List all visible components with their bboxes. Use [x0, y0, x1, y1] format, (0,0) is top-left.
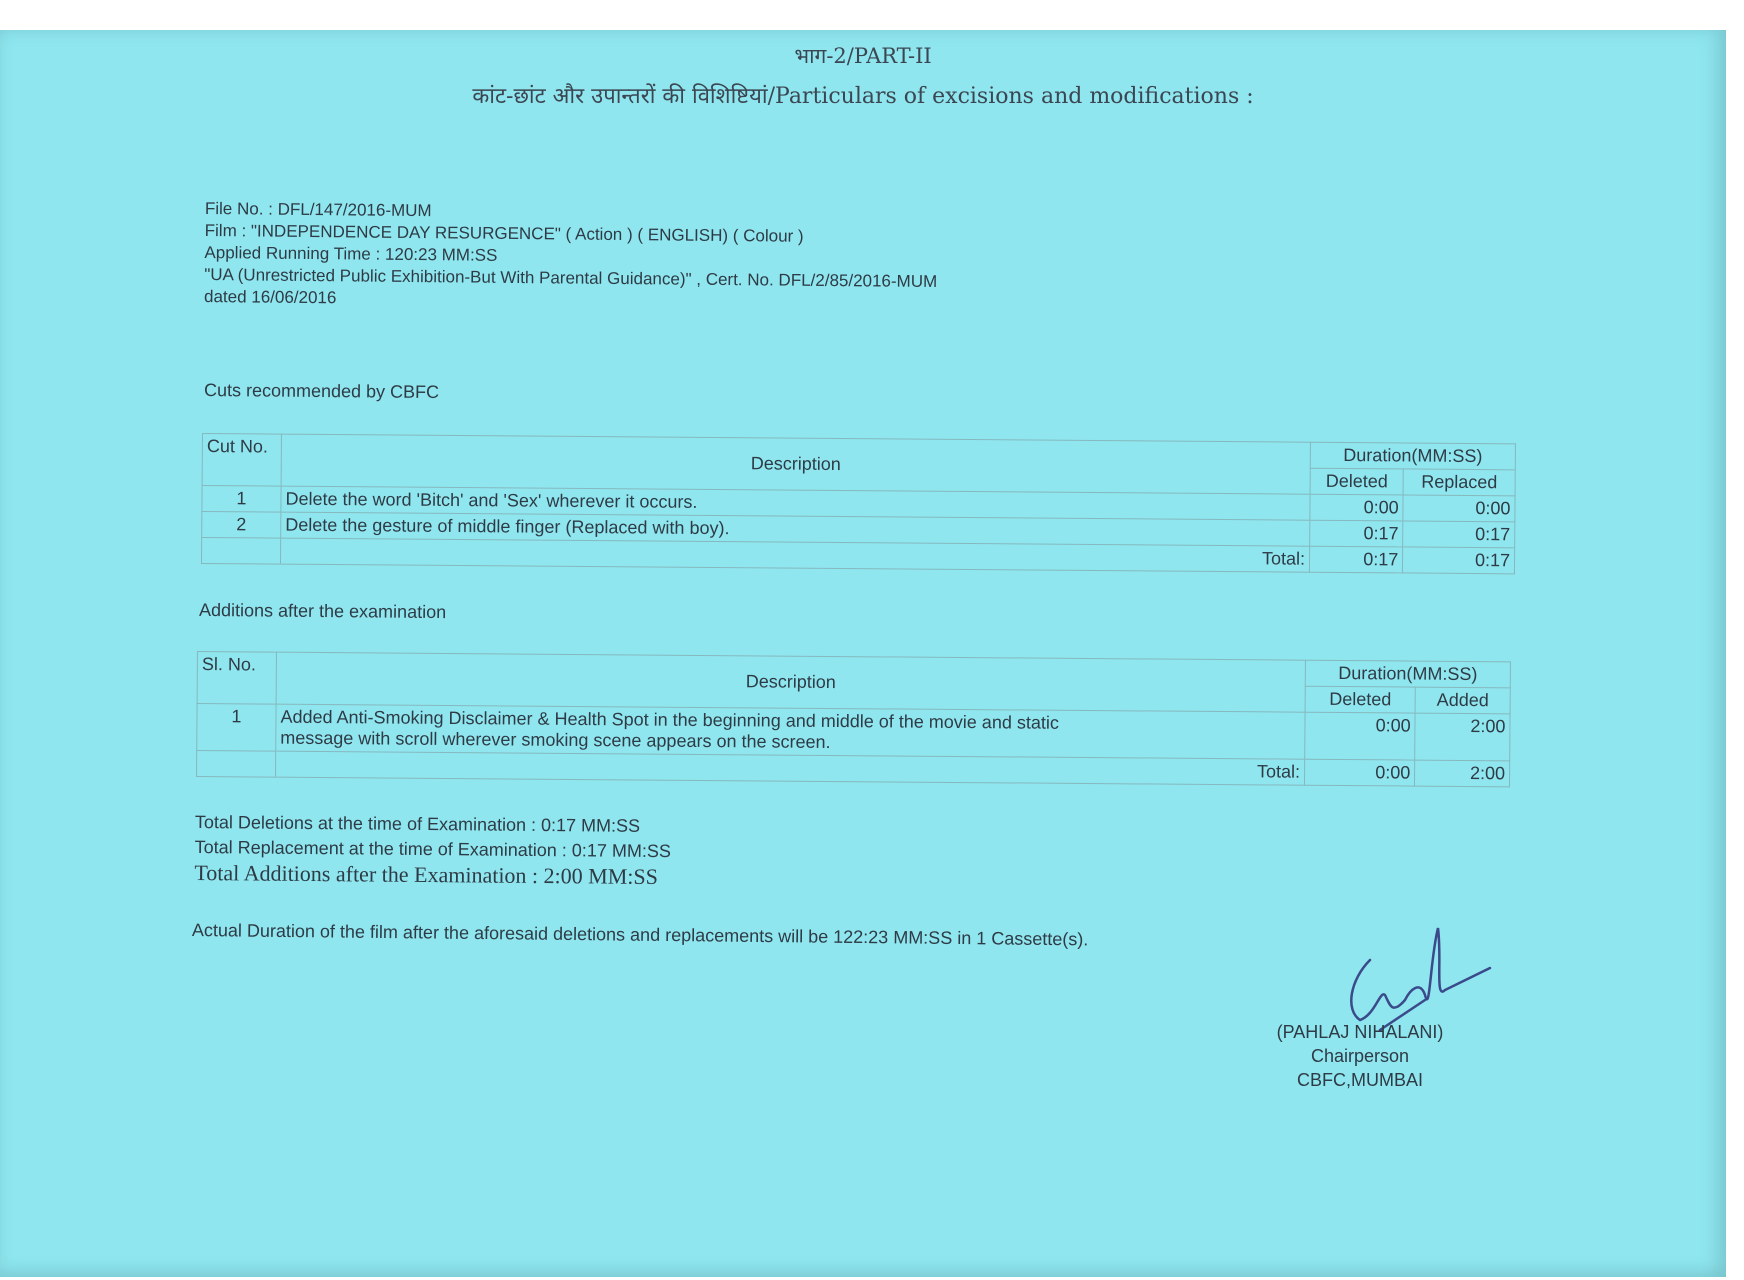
additions-total-added: 2:00 [1415, 760, 1510, 787]
cuts-total-label: Total: [280, 538, 1309, 572]
additions-table [196, 651, 1511, 787]
total-replacement: Total Replacement at the time of Examination : 0:17 MM:SS [194, 836, 671, 862]
page-title: कांट-छांट और उपान्तरों की विशिष्टियां/Particulars of excisions and modifications : [472, 84, 1254, 109]
additions-col-deleted: Deleted [1305, 686, 1415, 713]
signatory-block [1240, 1020, 1480, 1092]
cut-number: 2 [202, 512, 281, 539]
additions-col-description: Description [276, 652, 1305, 712]
film-info [204, 198, 938, 315]
cut-number: 1 [202, 486, 281, 513]
additions-total-label: Total: [276, 751, 1305, 785]
cuts-total-deleted: 0:17 [1309, 546, 1402, 573]
cuts-heading: Cuts recommended by CBFC [203, 379, 440, 403]
additions-col-duration: Duration(MM:SS) [1305, 660, 1510, 688]
cut-description: Delete the gesture of middle finger (Replaced with boy). [281, 512, 1310, 546]
signatory-designation: Chairperson [1310, 1046, 1410, 1066]
cut-deleted: 0:17 [1310, 520, 1403, 547]
cut-replaced: 0:17 [1403, 521, 1515, 548]
addition-deleted: 0:00 [1305, 712, 1416, 760]
cuts-col-duration: Duration(MM:SS) [1310, 442, 1515, 470]
additions-col-no: Sl. No. [197, 652, 276, 705]
cut-deleted: 0:00 [1310, 494, 1403, 521]
additions-heading: Additions after the examination [198, 599, 447, 623]
addition-description-line: message with scroll wherever smoking scene appears on the screen. [280, 727, 831, 752]
running-time: Applied Running Time : 120:23 MM:SS [204, 242, 498, 265]
signatory-office: CBFC,MUMBAI [1297, 1070, 1423, 1090]
addition-description-line: Added Anti-Smoking Disclaimer & Health Spot in the beginning and middle of the movie and static [280, 706, 1059, 733]
actual-duration: Actual Duration of the film after the aforesaid deletions and replacements will be 122:23 MM:SS in 1 Cassette(s). [191, 920, 1089, 950]
cuts-col-no: Cut No. [202, 434, 281, 487]
certificate-date: dated 16/06/2016 [203, 286, 337, 308]
totals-summary [194, 810, 671, 889]
file-number: File No. : DFL/147/2016-MUM [204, 198, 432, 221]
cuts-col-replaced: Replaced [1403, 469, 1515, 496]
cuts-col-deleted: Deleted [1310, 468, 1403, 495]
addition-number: 1 [197, 704, 276, 752]
total-deletions: Total Deletions at the time of Examination : 0:17 MM:SS [194, 811, 641, 836]
cut-description: Delete the word 'Bitch' and 'Sex' wherever it occurs. [281, 486, 1310, 520]
film-title: Film : "INDEPENDENCE DAY RESURGENCE" ( Action ) ( ENGLISH) ( Colour ) [204, 220, 804, 246]
total-additions: Total Additions after the Examination : 2:00 MM:SS [194, 859, 659, 890]
addition-added: 2:00 [1415, 713, 1510, 761]
cuts-table [201, 433, 1516, 574]
cuts-col-description: Description [281, 434, 1310, 494]
cuts-total-replaced: 0:17 [1403, 547, 1515, 574]
signatory-name: (PAHLAJ NIHALANI) [1276, 1022, 1444, 1042]
cut-replaced: 0:00 [1403, 495, 1515, 522]
part-heading: भाग-2/PART-II [794, 44, 932, 68]
additions-total-deleted: 0:00 [1304, 759, 1414, 786]
additions-col-added: Added [1415, 687, 1510, 714]
addition-description [276, 704, 1305, 759]
certificate-type: "UA (Unrestricted Public Exhibition-But With Parental Guidance)" , Cert. No. DFL/2/85/2016-MUM [204, 264, 938, 292]
